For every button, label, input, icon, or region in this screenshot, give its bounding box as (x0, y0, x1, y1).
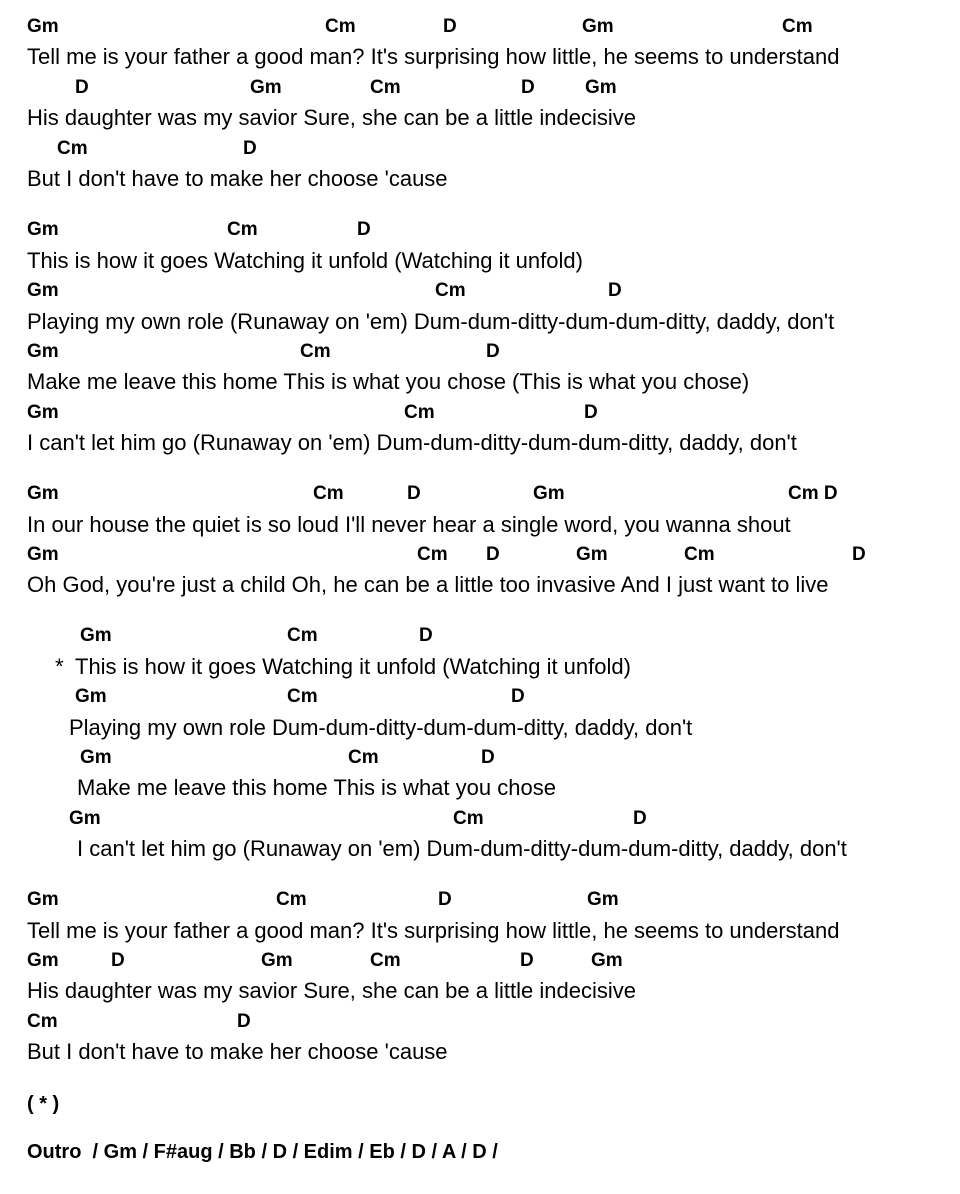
chord: Gm (27, 544, 59, 565)
chord: D (608, 280, 622, 301)
chord: Cm (453, 808, 484, 829)
chord: D (852, 544, 866, 565)
lyric-line: I can't let him go (Runaway on 'em) Dum-dum-ditty-dum-dum-ditty, daddy, don't (27, 430, 797, 455)
chord: Gm (27, 341, 59, 362)
chord: D (511, 686, 525, 707)
chord: D (419, 625, 433, 646)
chord: Gm (27, 219, 59, 240)
chord: Cm (227, 219, 258, 240)
chord: Gm (582, 16, 614, 37)
chord: Cm (27, 1011, 58, 1032)
chord: Cm (325, 16, 356, 37)
chord: Cm (435, 280, 466, 301)
lyric-line: Oh God, you're just a child Oh, he can be a little too invasive And I just want to live (27, 572, 829, 597)
lyric-line: His daughter was my savior Sure, she can be a little indecisive (27, 105, 636, 130)
repeat-chorus-marker: ( * ) (27, 1093, 60, 1115)
chord: Gm (27, 889, 59, 910)
lyric-line: Playing my own role (Runaway on 'em) Dum-dum-ditty-dum-dum-ditty, daddy, don't (27, 309, 835, 334)
chord: Gm (27, 483, 59, 504)
chord: D (486, 544, 500, 565)
lyric-line: This is how it goes Watching it unfold (Watching it unfold) (75, 654, 631, 679)
chord: Gm (27, 16, 59, 37)
chord: Cm (313, 483, 344, 504)
chord: Gm (69, 808, 101, 829)
chord: Cm D (788, 483, 838, 504)
lyric-line: But I don't have to make her choose 'cause (27, 166, 448, 191)
chord: Gm (80, 747, 112, 768)
chord: D (75, 77, 89, 98)
chord: D (486, 341, 500, 362)
chord: D (520, 950, 534, 971)
lyric-line: Make me leave this home This is what you chose (This is what you chose) (27, 369, 750, 394)
chord: Cm (276, 889, 307, 910)
chord: D (481, 747, 495, 768)
repeat-marker-star: * (55, 654, 64, 679)
chord: Gm (533, 483, 565, 504)
lyric-line: Playing my own role Dum-dum-ditty-dum-dum-ditty, daddy, don't (69, 715, 693, 740)
chord: D (584, 402, 598, 423)
chord: Gm (261, 950, 293, 971)
lyric-line: Make me leave this home This is what you chose (77, 775, 556, 800)
chord: Gm (27, 280, 59, 301)
chord: Cm (404, 402, 435, 423)
chord: D (357, 219, 371, 240)
chord: Gm (587, 889, 619, 910)
chord: D (407, 483, 421, 504)
chord: Cm (348, 747, 379, 768)
lyric-line: This is how it goes Watching it unfold (Watching it unfold) (27, 248, 583, 273)
chord: D (521, 77, 535, 98)
lyric-line: In our house the quiet is so loud I'll never hear a single word, you wanna shout (27, 512, 791, 537)
chord: Cm (782, 16, 813, 37)
lyric-line: I can't let him go (Runaway on 'em) Dum-dum-ditty-dum-dum-ditty, daddy, don't (77, 836, 847, 861)
outro-line: Outro / Gm / F#aug / Bb / D / Edim / Eb / D / A / D / (27, 1141, 498, 1163)
chord: D (633, 808, 647, 829)
chord: Gm (250, 77, 282, 98)
chord: Gm (576, 544, 608, 565)
chord: Gm (585, 77, 617, 98)
chord: D (443, 16, 457, 37)
chord: D (438, 889, 452, 910)
chord: Gm (80, 625, 112, 646)
chord: Cm (417, 544, 448, 565)
chord: D (111, 950, 125, 971)
lyric-line: Tell me is your father a good man? It's surprising how little, he seems to understand (27, 44, 840, 69)
chord: Cm (370, 950, 401, 971)
chord: D (243, 138, 257, 159)
lyric-line: His daughter was my savior Sure, she can be a little indecisive (27, 978, 636, 1003)
lyric-line: Tell me is your father a good man? It's surprising how little, he seems to understand (27, 918, 840, 943)
chord: Cm (684, 544, 715, 565)
chord: Cm (287, 686, 318, 707)
chord: Cm (287, 625, 318, 646)
chord: Gm (27, 402, 59, 423)
chord: Gm (75, 686, 107, 707)
chord: Gm (27, 950, 59, 971)
chord: Cm (57, 138, 88, 159)
chord: Cm (300, 341, 331, 362)
chord: Gm (591, 950, 623, 971)
chord: D (237, 1011, 251, 1032)
chord: Cm (370, 77, 401, 98)
lyric-line: But I don't have to make her choose 'cause (27, 1039, 448, 1064)
